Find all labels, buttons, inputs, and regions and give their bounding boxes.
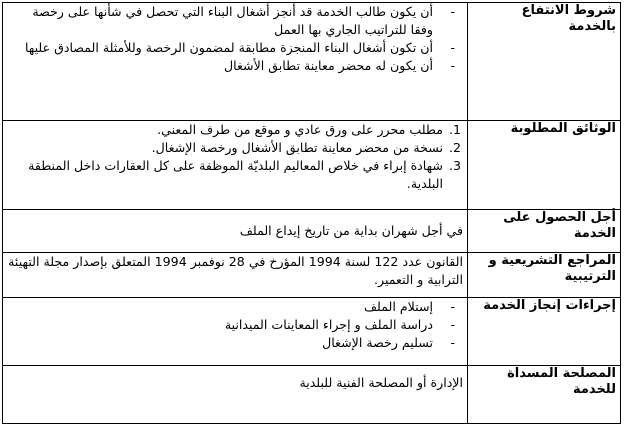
conditions-list <box>7 3 463 75</box>
label-service-unit: المصلحة المسداة للخدمة <box>468 366 621 424</box>
item-number: 2. <box>448 140 461 155</box>
row-service-unit <box>3 366 621 424</box>
item-text: مطلب محرر على ورق عادي و موقع من طرف المعني. <box>157 122 443 137</box>
row-conditions <box>3 3 621 121</box>
procedures-cell <box>3 298 468 366</box>
row-procedures <box>3 298 621 366</box>
row-deadline <box>3 210 621 253</box>
documents-cell <box>3 121 468 210</box>
service-info-table <box>2 2 621 424</box>
row-documents <box>3 121 621 210</box>
item-number: 3. <box>448 158 461 173</box>
deadline-text: في أجل شهران بداية من تاريخ إيداع الملف <box>3 210 468 253</box>
references-text: القانون عدد 122 لسنة 1994 المؤرخ في 28 نوفمبر 1994 المتعلق بإصدار مجلة التهيئة الترابية و التعمير. <box>3 253 468 298</box>
list-item: - تسليم رخصة الإشغال <box>7 334 463 352</box>
label-references: المراجع التشريعية و الترتيبية <box>468 253 621 298</box>
item-text: نسخة من محضر معاينة تطابق الأشغال ورخصة الإشغال. <box>151 140 443 155</box>
list-item <box>7 157 463 193</box>
list-item: - أن يكون له محضر معاينة تطابق الأشغال <box>7 57 463 75</box>
item-number: 1. <box>448 122 461 137</box>
list-item <box>7 139 463 157</box>
list-item: - أن تكون أشغال البناء المنجزة مطابقة لمضمون الرخصة وللأمثلة المصادق عليها <box>7 39 463 57</box>
procedures-list <box>7 298 463 352</box>
list-item: - إستلام الملف <box>7 298 463 316</box>
conditions-cell <box>3 3 468 121</box>
documents-list <box>7 121 463 193</box>
label-procedures: إجراءات إنجاز الخدمة <box>468 298 621 366</box>
label-documents: الوثائق المطلوبة <box>468 121 621 210</box>
service-unit-text: الإدارة أو المصلحة الفنية للبلدية <box>3 366 468 424</box>
item-text: شهادة إبراء في خلاص المعاليم البلديّة الموظفة على كل العقارات داخل المنطقة البلدية. <box>28 158 443 191</box>
label-conditions: شروط الانتفاع بالخدمة <box>468 3 621 121</box>
label-deadline: أجل الحصول على الخدمة <box>468 210 621 253</box>
list-item: - أن يكون طالب الخدمة قد أنجز أشغال البناء التي تحصل في شأنها على رخصة وفقا للتراتيب الجاري بها العمل <box>7 3 463 39</box>
list-item <box>7 121 463 139</box>
row-references <box>3 253 621 298</box>
list-item: - دراسة الملف و إجراء المعاينات الميدانية <box>7 316 463 334</box>
